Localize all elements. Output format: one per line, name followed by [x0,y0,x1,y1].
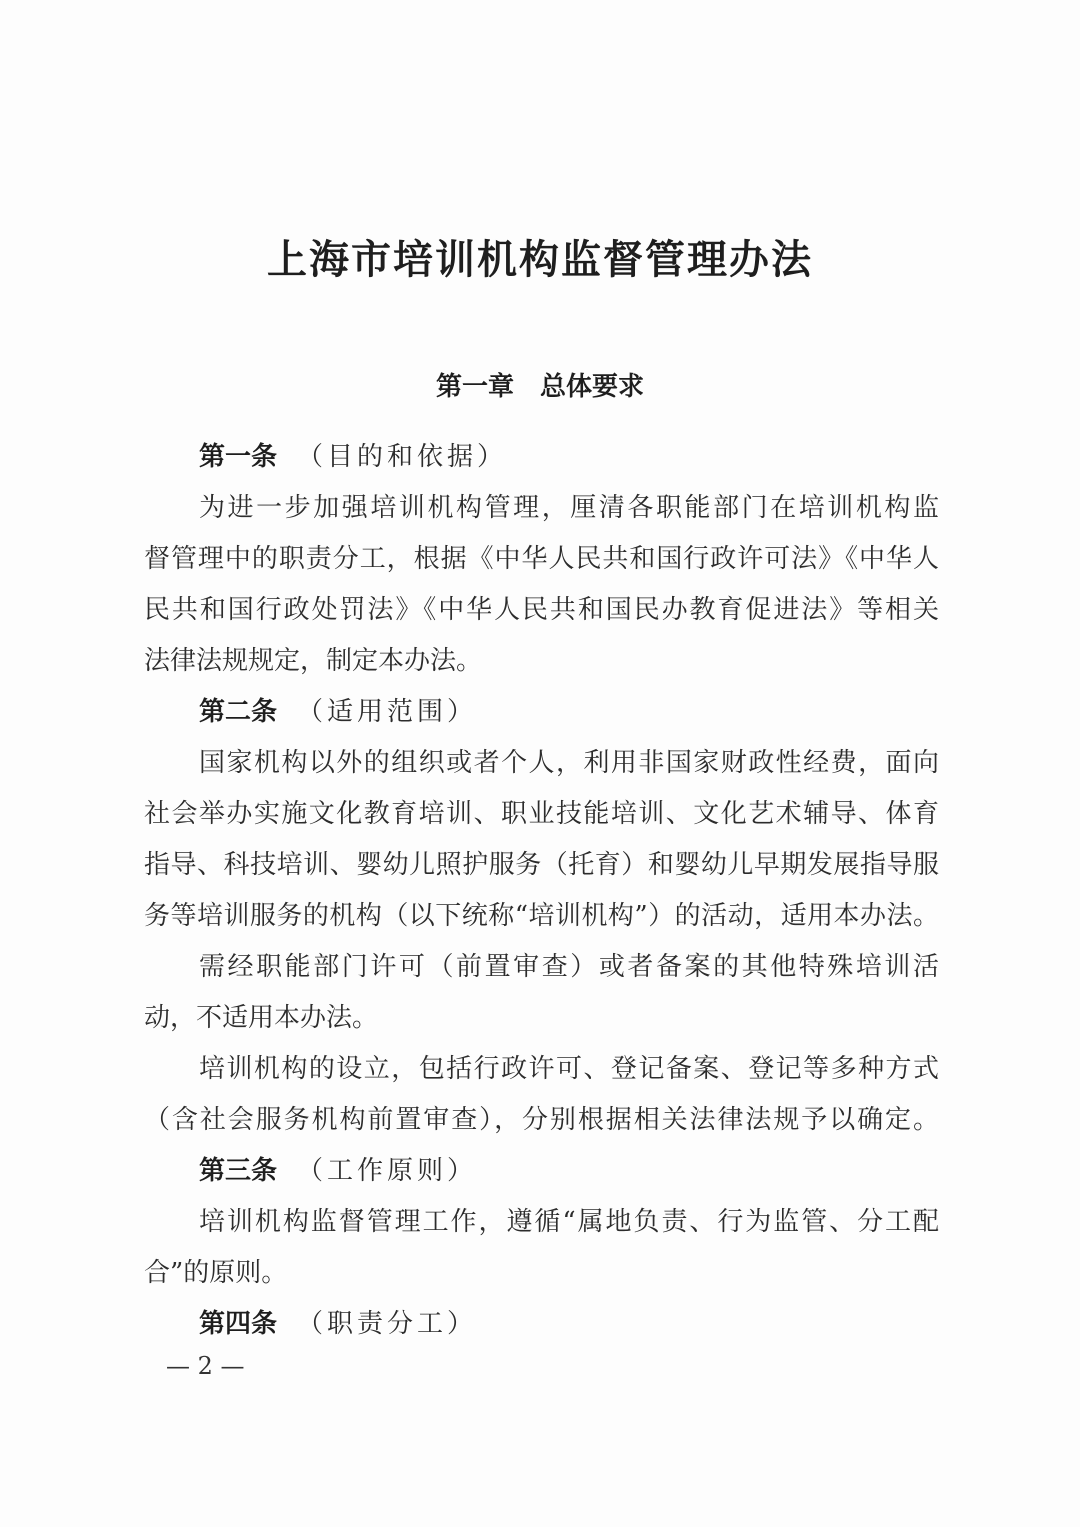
paragraph-line: 国家机构以外的组织或者个人，利用非国家财政性经费，面向 [199,748,939,778]
paragraph-line: 社会举办实施文化教育培训、职业技能培训、文化艺术辅导、体育 [144,799,939,829]
paragraph-line: 培训机构监督管理工作，遵循“属地负责、行为监管、分工配 [199,1207,939,1237]
paragraph-line: 法律法规规定，制定本办法。 [144,646,483,676]
paragraph-line: 督管理中的职责分工，根据《中华人民共和国行政许可法》《中华人 [144,544,939,574]
article-heading [144,1299,939,1350]
paragraph-line: （含社会服务机构前置审查），分别根据相关法律法规予以确定。 [144,1105,939,1135]
page-number: — 2 — [166,1352,245,1380]
article-subtitle: （职责分工） [297,1309,478,1339]
paragraph-line: 指导、科技培训、婴幼儿照护服务（托育）和婴幼儿早期发展指导服 [144,850,939,880]
document-title: 上海市培训机构监督管理办法 [267,236,813,283]
article-subtitle: （目的和依据） [297,442,508,472]
article-number: 第四条 [199,1309,278,1339]
paragraph-line: 培训机构的设立，包括行政许可、登记备案、登记等多种方式 [199,1054,939,1084]
article-number: 第三条 [199,1156,278,1186]
document-body [144,432,939,1350]
chapter-heading: 第一章 总体要求 [435,372,644,402]
article-heading [144,1146,939,1197]
article-heading [144,432,939,483]
paragraph-line: 务等培训服务的机构（以下统称“培训机构”）的活动，适用本办法。 [144,901,939,931]
paragraph-line: 需经职能部门许可（前置审查）或者备案的其他特殊培训活 [199,952,939,982]
paragraph-line: 为进一步加强培训机构管理，厘清各职能部门在培训机构监 [199,493,939,523]
article-subtitle: （工作原则） [297,1156,478,1186]
paragraph-line: 动，不适用本办法。 [144,1003,379,1033]
article-number: 第二条 [199,697,278,727]
paragraph-line: 合”的原则。 [144,1258,288,1288]
paragraph-line: 民共和国行政处罚法》《中华人民共和国民办教育促进法》等相关 [144,595,939,625]
article-heading [144,687,939,738]
article-subtitle: （适用范围） [297,697,478,727]
article-number: 第一条 [199,442,278,472]
